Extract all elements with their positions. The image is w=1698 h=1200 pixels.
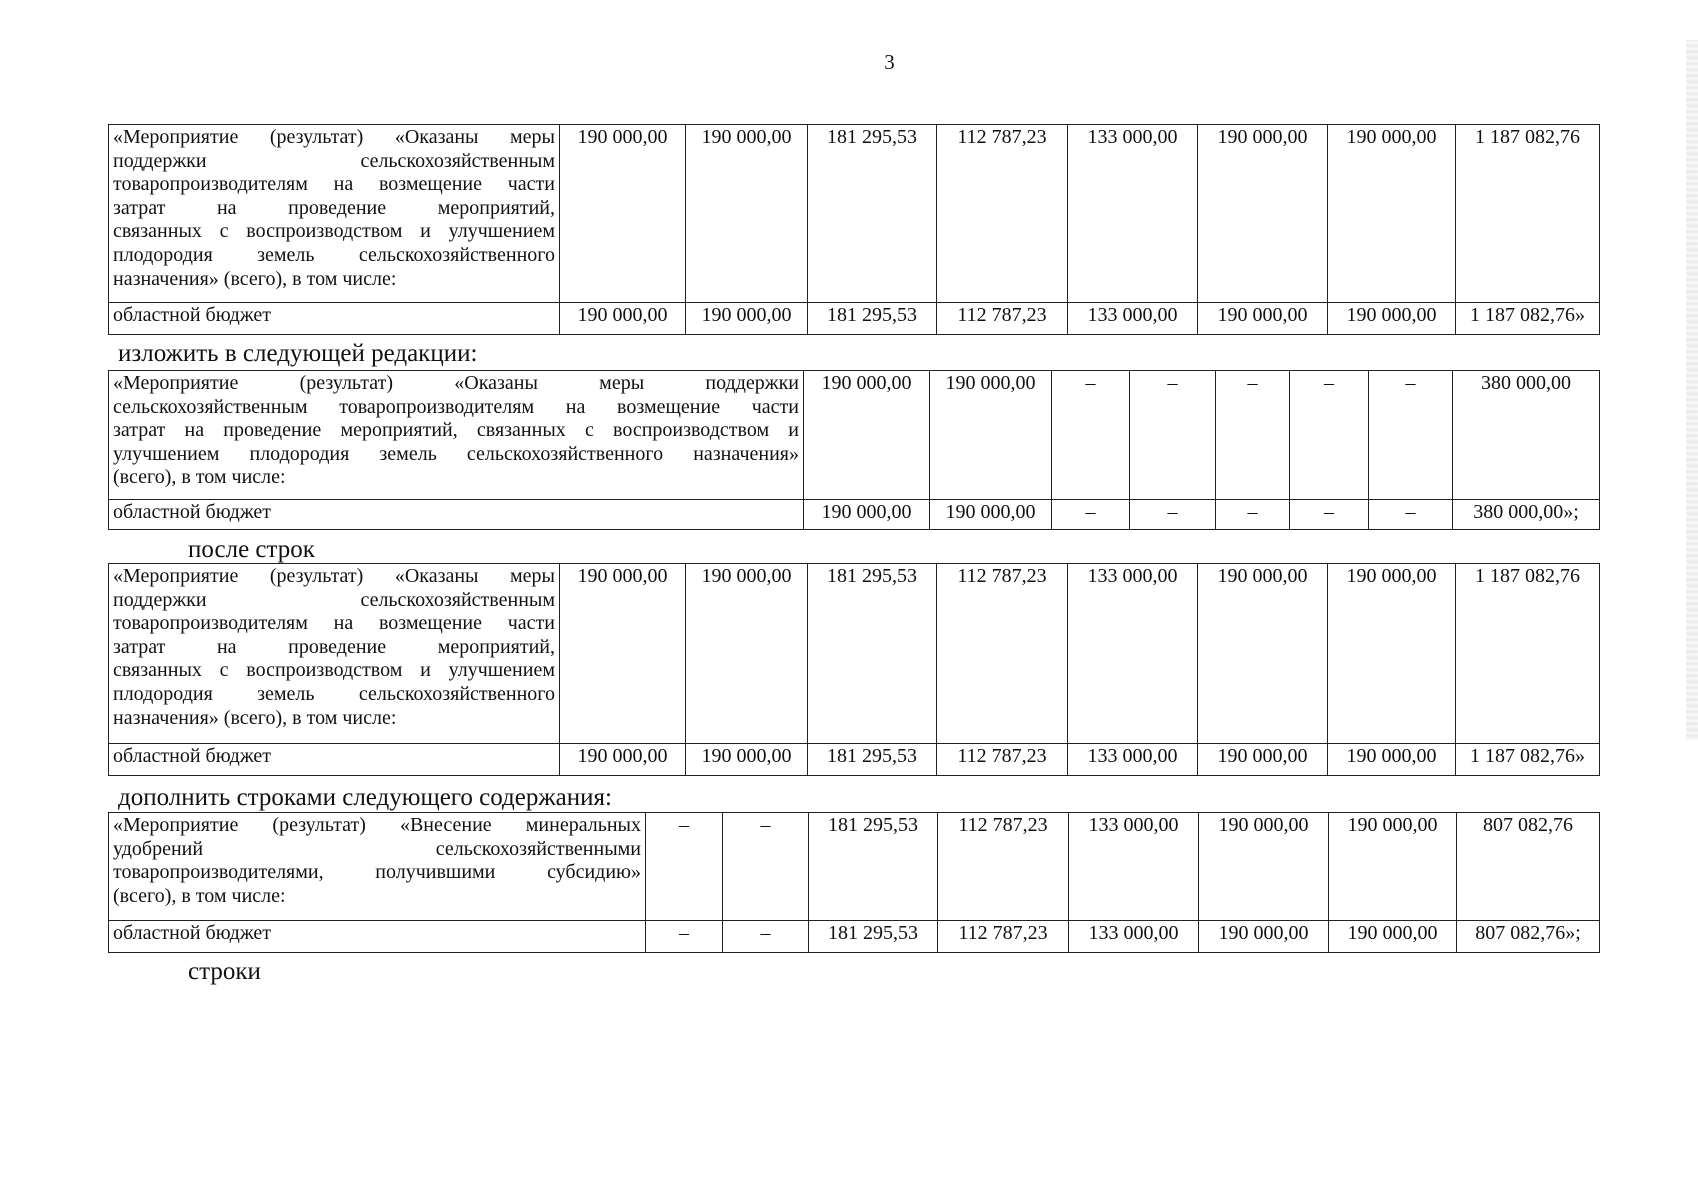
total-cell: 1 187 082,76» bbox=[1456, 744, 1600, 776]
value-cell: – bbox=[1290, 371, 1369, 500]
value-cell: 190 000,00 bbox=[1198, 125, 1328, 303]
value-cell: – bbox=[1369, 500, 1453, 530]
value-cell: 190 000,00 bbox=[560, 564, 686, 744]
table-row bbox=[109, 500, 1600, 530]
value-cell: 190 000,00 bbox=[560, 125, 686, 303]
value-cell: 190 000,00 bbox=[686, 125, 808, 303]
instruction-heading: изложить в следующей редакции: bbox=[118, 340, 478, 367]
value-cell: – bbox=[1130, 500, 1216, 530]
value-cell: 181 295,53 bbox=[809, 921, 938, 953]
value-cell: 133 000,00 bbox=[1069, 813, 1199, 921]
value-cell: 190 000,00 bbox=[930, 500, 1052, 530]
value-cell: – bbox=[723, 921, 809, 953]
value-cell: – bbox=[1130, 371, 1216, 500]
value-cell: 112 787,23 bbox=[937, 303, 1068, 335]
value-cell: 133 000,00 bbox=[1068, 744, 1198, 776]
value-cell: 190 000,00 bbox=[804, 500, 930, 530]
value-cell: 190 000,00 bbox=[1328, 564, 1456, 744]
table-added-rows bbox=[108, 812, 1600, 953]
row-label: областной бюджет bbox=[109, 921, 646, 953]
value-cell: 190 000,00 bbox=[1328, 744, 1456, 776]
value-cell: 190 000,00 bbox=[1328, 125, 1456, 303]
table-original-rows-2 bbox=[108, 563, 1600, 776]
total-cell: 380 000,00 bbox=[1453, 371, 1600, 500]
total-cell: 1 187 082,76» bbox=[1456, 303, 1600, 335]
row-label: областной бюджет bbox=[109, 303, 560, 335]
total-cell: 807 082,76 bbox=[1457, 813, 1600, 921]
row-label: «Мероприятие (результат) «Оказаны меры поддержки сельскохозяйственным товаропроизводителям на возмещение части затрат на проведение мероприятий, связанных с воспроизводством и улучшением плодородия земель сельскохозяйственного назначения» (всего), в том числе: bbox=[109, 125, 560, 303]
value-cell: 190 000,00 bbox=[686, 303, 808, 335]
value-cell: 112 787,23 bbox=[938, 813, 1069, 921]
value-cell: 181 295,53 bbox=[809, 813, 938, 921]
row-label: «Мероприятие (результат) «Оказаны меры поддержки сельскохозяйственным товаропроизводителям на возмещение части затрат на проведение мероприятий, связанных с воспроизводством и улучшением плодородия земель сельскохозяйственного назначения» (всего), в том числе: bbox=[109, 564, 560, 744]
value-cell: – bbox=[1290, 500, 1369, 530]
scan-edge-decoration bbox=[1686, 40, 1698, 740]
value-cell: 190 000,00 bbox=[804, 371, 930, 500]
value-cell: 190 000,00 bbox=[1329, 813, 1457, 921]
value-cell: 190 000,00 bbox=[1199, 813, 1329, 921]
value-cell: 190 000,00 bbox=[930, 371, 1052, 500]
value-cell: 181 295,53 bbox=[808, 303, 937, 335]
total-cell: 1 187 082,76 bbox=[1456, 125, 1600, 303]
value-cell: 190 000,00 bbox=[686, 744, 808, 776]
row-label: «Мероприятие (результат) «Внесение минеральных удобрений сельскохозяйственными товаропроизводителями, получившими субсидию» (всего), в том числе: bbox=[109, 813, 646, 921]
table-row bbox=[109, 371, 1600, 500]
value-cell: 190 000,00 bbox=[1198, 303, 1328, 335]
value-cell: 181 295,53 bbox=[808, 744, 937, 776]
value-cell: 190 000,00 bbox=[1328, 303, 1456, 335]
value-cell: – bbox=[646, 921, 723, 953]
instruction-heading: дополнить строками следующего содержания: bbox=[118, 784, 612, 811]
value-cell: 190 000,00 bbox=[1329, 921, 1457, 953]
value-cell: – bbox=[1052, 371, 1130, 500]
value-cell: 112 787,23 bbox=[937, 125, 1068, 303]
table-new-edition bbox=[108, 370, 1600, 530]
value-cell: 181 295,53 bbox=[808, 125, 937, 303]
value-cell: 112 787,23 bbox=[937, 744, 1068, 776]
table-row bbox=[109, 125, 1600, 303]
value-cell: 190 000,00 bbox=[560, 744, 686, 776]
instruction-heading: после строк bbox=[188, 536, 315, 563]
value-cell: – bbox=[646, 813, 723, 921]
value-cell: – bbox=[1369, 371, 1453, 500]
value-cell: – bbox=[723, 813, 809, 921]
table-original-rows-1 bbox=[108, 124, 1600, 335]
value-cell: 190 000,00 bbox=[560, 303, 686, 335]
row-label: областной бюджет bbox=[109, 500, 804, 530]
value-cell: 112 787,23 bbox=[937, 564, 1068, 744]
value-cell: 190 000,00 bbox=[686, 564, 808, 744]
table-row bbox=[109, 564, 1600, 744]
value-cell: – bbox=[1052, 500, 1130, 530]
table-row bbox=[109, 744, 1600, 776]
value-cell: – bbox=[1216, 371, 1290, 500]
table-row bbox=[109, 303, 1600, 335]
page-number: 3 bbox=[884, 50, 895, 74]
row-label: «Мероприятие (результат) «Оказаны меры поддержки сельскохозяйственным товаропроизводителям на возмещение части затрат на проведение мероприятий, связанных с воспроизводством и улучшением плодородия земель сельскохозяйственного назначения» (всего), в том числе: bbox=[109, 371, 804, 500]
row-label: областной бюджет bbox=[109, 744, 560, 776]
value-cell: 133 000,00 bbox=[1068, 125, 1198, 303]
value-cell: 133 000,00 bbox=[1068, 564, 1198, 744]
value-cell: 133 000,00 bbox=[1069, 921, 1199, 953]
table-row bbox=[109, 921, 1600, 953]
total-cell: 807 082,76»; bbox=[1457, 921, 1600, 953]
value-cell: – bbox=[1216, 500, 1290, 530]
total-cell: 380 000,00»; bbox=[1453, 500, 1600, 530]
value-cell: 181 295,53 bbox=[808, 564, 937, 744]
value-cell: 190 000,00 bbox=[1198, 744, 1328, 776]
table-row bbox=[109, 813, 1600, 921]
value-cell: 190 000,00 bbox=[1199, 921, 1329, 953]
value-cell: 112 787,23 bbox=[938, 921, 1069, 953]
total-cell: 1 187 082,76 bbox=[1456, 564, 1600, 744]
value-cell: 133 000,00 bbox=[1068, 303, 1198, 335]
value-cell: 190 000,00 bbox=[1198, 564, 1328, 744]
instruction-heading: строки bbox=[188, 958, 261, 985]
